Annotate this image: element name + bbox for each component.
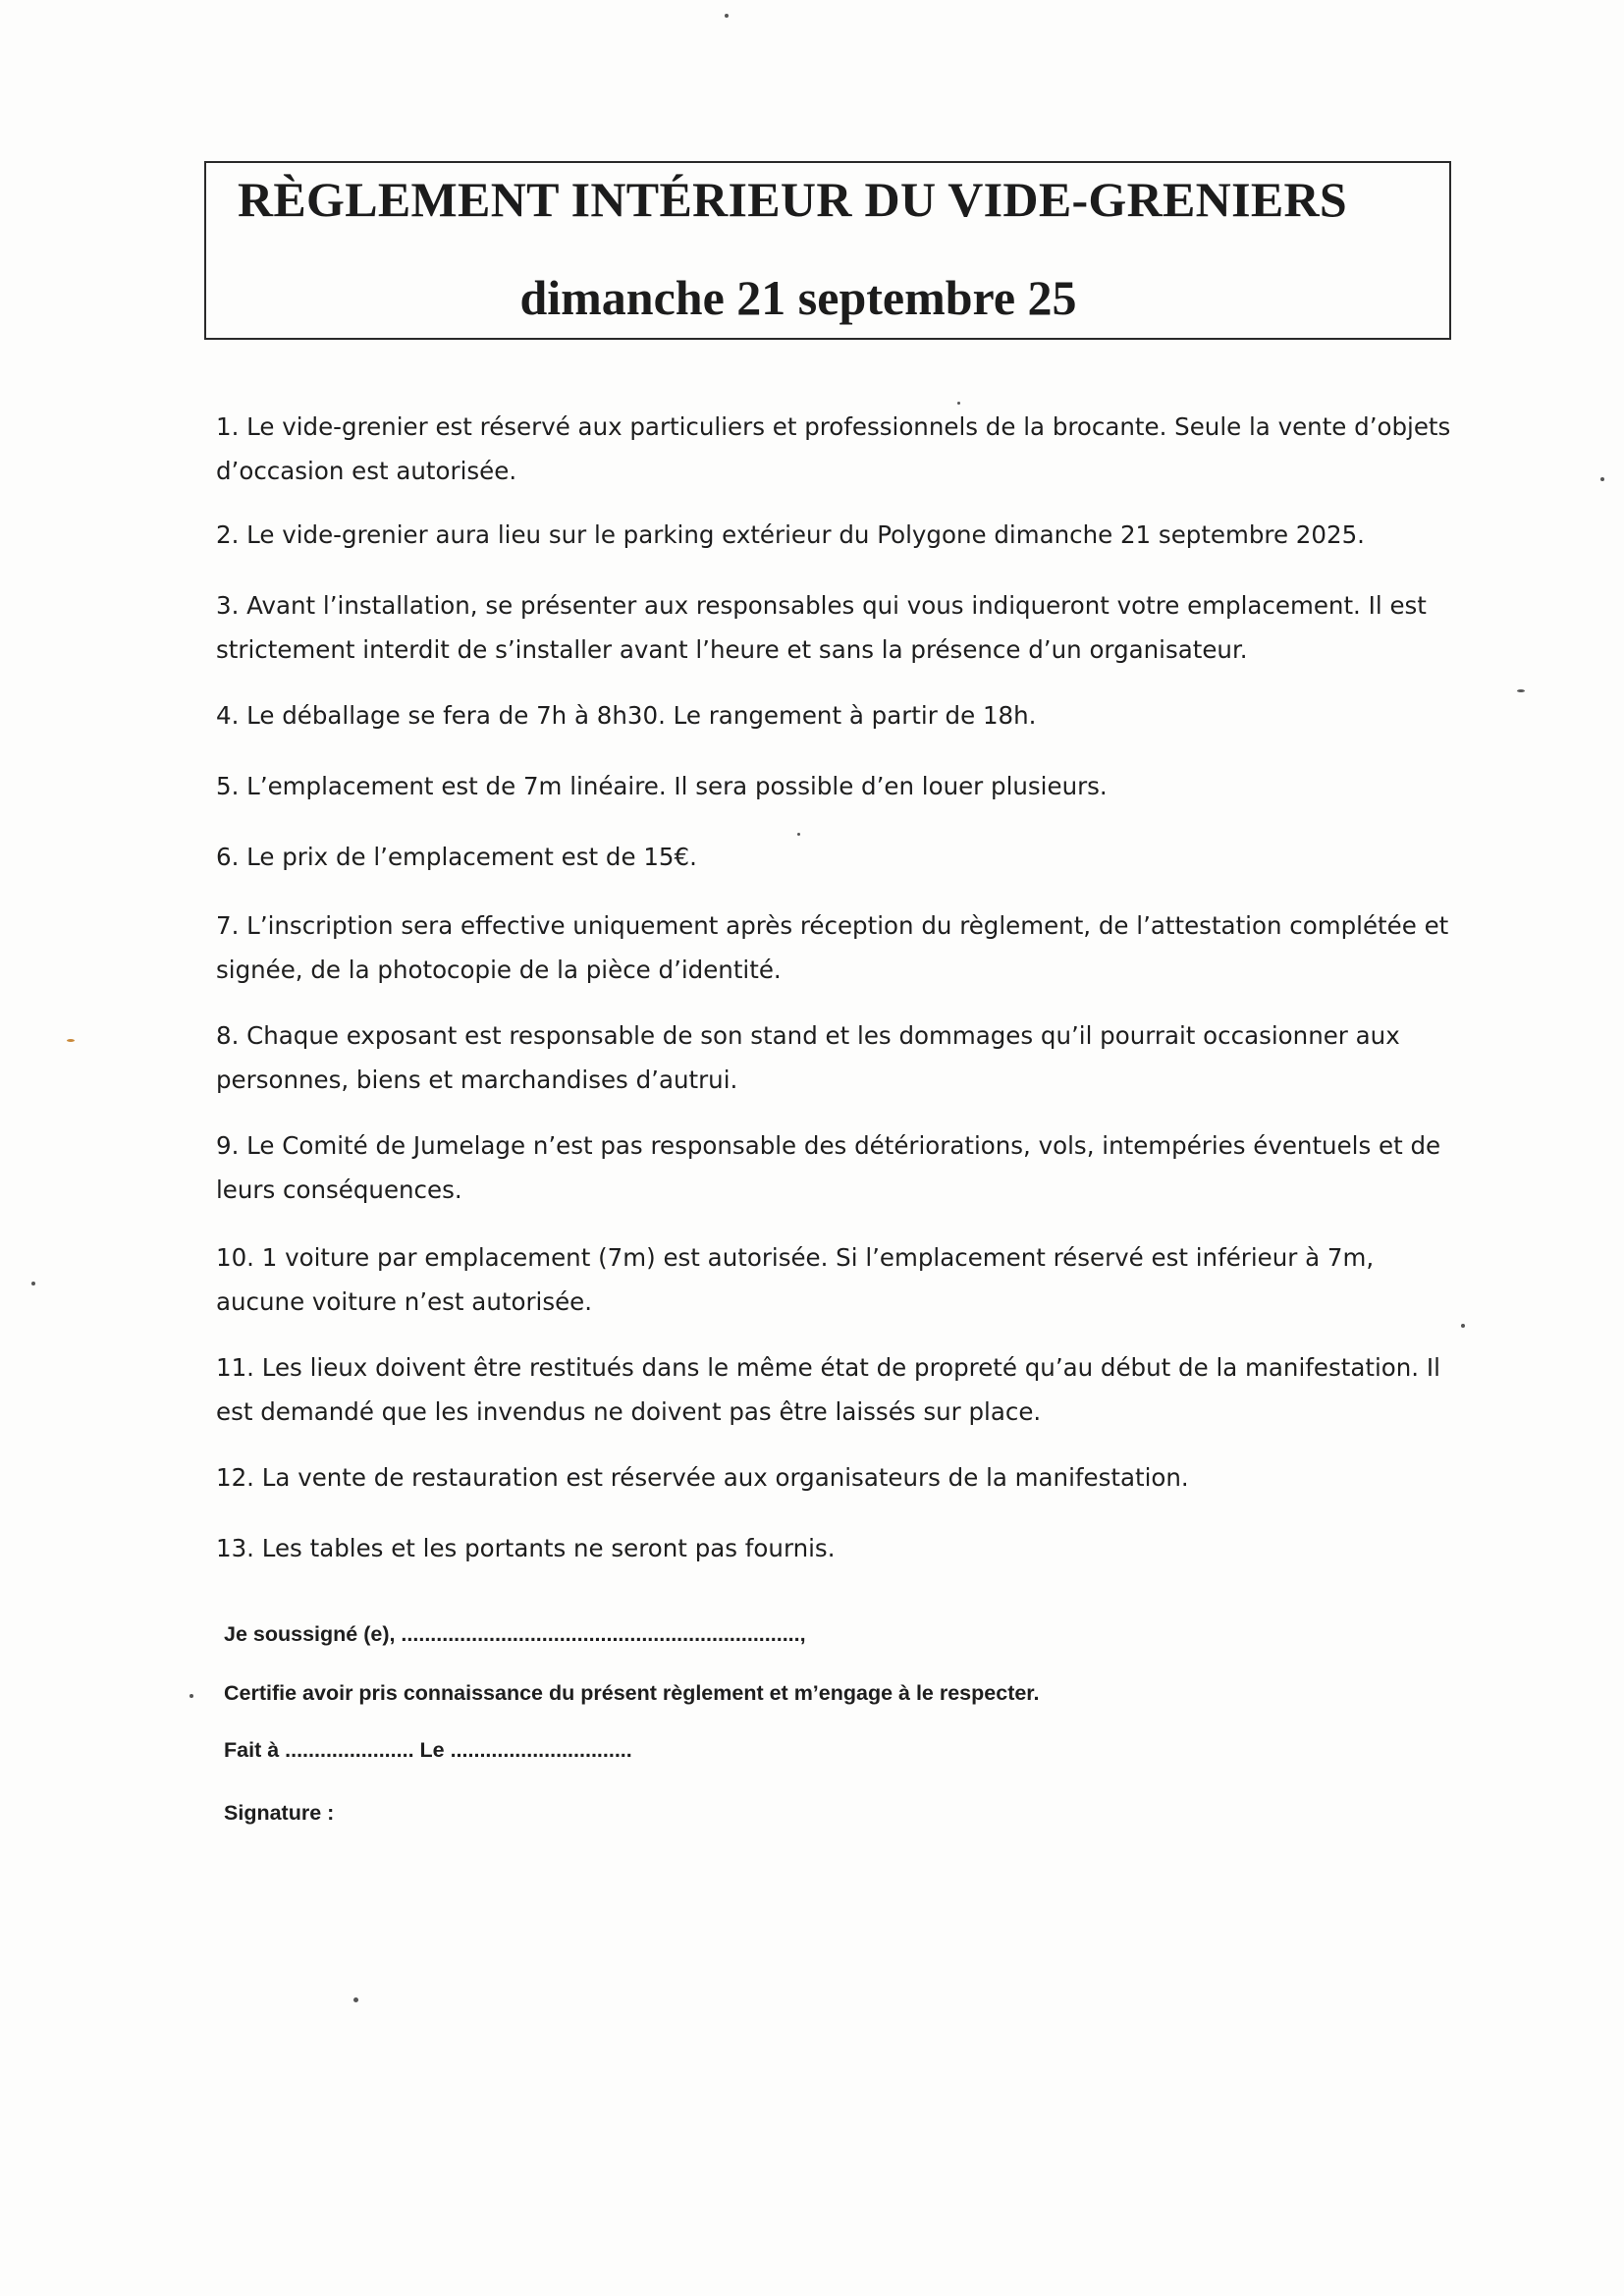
scan-speck bbox=[1600, 477, 1604, 481]
rule-item: 7. L’inscription sera effective uniquement après réception du règlement, de l’attestation complétée et signée, de la photocopie de la pièce d’identité. bbox=[216, 911, 1449, 984]
rule-item: 8. Chaque exposant est responsable de son stand et les dommages qu’il pourrait occasionner aux personnes, biens et marchandises d’autrui. bbox=[216, 1021, 1400, 1094]
rule-item: 13. Les tables et les portants ne seront pas fournis. bbox=[216, 1534, 836, 1562]
rule-item: 6. Le prix de l’emplacement est de 15€. bbox=[216, 843, 697, 871]
scan-speck bbox=[1461, 1324, 1465, 1328]
rule-item: 10. 1 voiture par emplacement (7m) est autorisée. Si l’emplacement réservé est inférieur à 7m, aucune voiture n’est autorisée. bbox=[216, 1243, 1375, 1316]
document-title: RÈGLEMENT INTÉRIEUR DU VIDE-GRENIERS bbox=[238, 172, 1348, 227]
certification-statement: Certifie avoir pris connaissance du présent règlement et m’engage à le respecter. bbox=[224, 1681, 1040, 1705]
rule-item: 5. L’emplacement est de 7m linéaire. Il sera possible d’en louer plusieurs. bbox=[216, 772, 1108, 800]
scan-speck bbox=[725, 14, 729, 18]
event-date: dimanche 21 septembre 25 bbox=[519, 270, 1077, 325]
rule-item: 11. Les lieux doivent être restitués dans le même état de propreté qu’au début de la manifestation. Il est demandé que les invendus ne doivent pas être laissés sur place. bbox=[216, 1353, 1440, 1426]
rule-item: 4. Le déballage se fera de 7h à 8h30. Le rangement à partir de 18h. bbox=[216, 701, 1037, 730]
scan-speck bbox=[67, 1039, 75, 1042]
rule-item: 9. Le Comité de Jumelage n’est pas responsable des détériorations, vols, intempéries éventuels et de leurs conséquences. bbox=[216, 1131, 1441, 1204]
scan-speck bbox=[797, 833, 800, 836]
scan-speck bbox=[353, 1997, 358, 2002]
rule-item: 1. Le vide-grenier est réservé aux particuliers et professionnels de la brocante. Seule la vente d’objets d’occasion est autorisée. bbox=[216, 412, 1451, 485]
title-box bbox=[204, 161, 1451, 340]
scan-speck bbox=[31, 1282, 35, 1285]
scan-speck bbox=[957, 402, 960, 405]
scan-speck bbox=[1517, 689, 1525, 692]
rule-item: 2. Le vide-grenier aura lieu sur le parking extérieur du Polygone dimanche 21 septembre 2025. bbox=[216, 520, 1365, 549]
undersigned-line: Je soussigné (e), ...................................................................., bbox=[224, 1622, 806, 1646]
place-date-line: Fait à ...................... Le ............................... bbox=[224, 1738, 632, 1762]
signature-label: Signature : bbox=[224, 1801, 335, 1825]
rule-item: 3. Avant l’installation, se présenter aux responsables qui vous indiqueront votre emplacement. Il est strictement interdit de s’installer avant l’heure et sans la présence d’un organisateur. bbox=[216, 591, 1427, 664]
rule-item: 12. La vente de restauration est réservée aux organisateurs de la manifestation. bbox=[216, 1463, 1189, 1492]
scan-speck bbox=[189, 1694, 193, 1698]
